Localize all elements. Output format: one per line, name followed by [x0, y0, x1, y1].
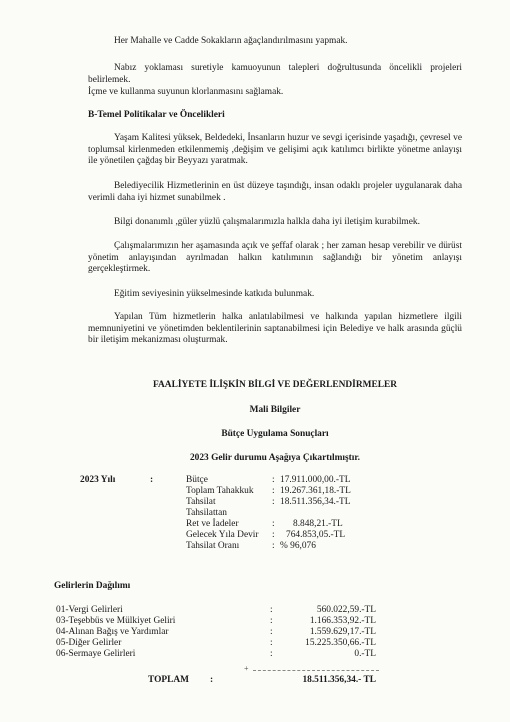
section-b-paragraph-6: Yapılan Tüm hizmetlerin halka anlatılabilmesi ve halkında yapılan hizmetlere ilgili memnuniyetini ve yönetimden beklentilerinin saptanabilmesi için Belediye ve halk arasında güçlü bir iletişim mekanizması oluşturmak. [88, 312, 462, 346]
budget-row-colon: : [272, 519, 275, 529]
section-b-heading: B-Temel Politikalar ve Öncelikleri [88, 110, 225, 120]
income-row-colon: : [270, 627, 273, 637]
income-row-value: 1.166.353,92.-TL [309, 616, 376, 626]
budget-row-value: 764.853,05.-TL [286, 530, 346, 540]
income-row-colon: : [270, 638, 273, 648]
budget-row-label: Toplam Tahakkuk [186, 486, 254, 496]
budget-row-colon: : [272, 530, 275, 540]
income-row-value: 560.022,59.-TL [316, 605, 376, 615]
budget-row-value: 8.848,21.-TL [293, 519, 343, 529]
total-value: 18.511.356,34.- TL [302, 675, 376, 685]
income-heading: Gelirlerin Dağılımı [54, 581, 131, 591]
total-colon: : [210, 675, 214, 685]
butce-uygulama-subtitle: Bütçe Uygulama Sonuçları [221, 429, 329, 439]
intro-paragraph-1: Her Mahalle ve Cadde Sokakların ağaçlandırılmasını yapmak. [114, 36, 348, 46]
income-row-label: 03-Teşebbüs ve Mülkiyet Geliri [56, 616, 176, 626]
income-row-colon: : [270, 605, 273, 615]
section-b-paragraph-4: Çalışmalarımızın her aşamasında açık ve şeffaf olarak ; her zaman hesap verebilir ve dürüst yönetim anlayışından ayrılmadan halkın katılımının sağlandığı bir yönetim anlayışı gerçekleştirmek. [88, 241, 462, 275]
income-row-colon: : [270, 616, 273, 626]
income-row-value: 15.225.350,66.-TL [305, 638, 376, 648]
income-row-value: 0.-TL [354, 649, 376, 659]
income-row-label: 04-Alınan Bağış ve Yardımlar [56, 627, 169, 637]
budget-row-value: % 96,076 [280, 541, 316, 551]
budget-row-value: 17.911.000,00.-TL [280, 475, 351, 485]
income-row-value: 1.559.629,17.-TL [309, 627, 376, 637]
budget-row-label: Gelecek Yıla Devir [186, 530, 259, 540]
budget-row-value: 18.511.356,34.-TL [280, 497, 351, 507]
budget-row-label: Tahsilat Oranı [186, 541, 240, 551]
section-b-paragraph-5: Eğitim seviyesinin yükselmesinde katkıda bulunmak. [114, 289, 315, 299]
faaliyet-title: FAALİYETE İLİŞKİN BİLGİ VE DEĞERLENDİRMELER [153, 380, 397, 390]
budget-row-label: Bütçe [186, 475, 208, 485]
budget-row-colon: : [272, 497, 275, 507]
income-row-label: 06-Sermaye Gelirleri [56, 649, 136, 659]
budget-row-label: Ret ve İadeler [186, 519, 239, 529]
section-b-paragraph-1: Yaşam Kalitesi yüksek, Beldedeki, İnsanların huzur ve sevgi içerisinde yaşadığı, çevresel ve toplumsal kirlenmeden etkilenmemiş ,değişim ve gelişimi açık katılımcı birlikte yönetme anlayışı ile yönetilen çağdaş bir Beyyazı yaratmak. [88, 133, 462, 167]
income-row-label: 01-Vergi Gelirleri [56, 605, 123, 615]
total-label: TOPLAM [148, 675, 189, 685]
sum-divider [253, 670, 379, 671]
budget-year-colon: : [150, 475, 154, 485]
income-row-colon: : [270, 649, 273, 659]
intro-paragraph-2: Nabız yoklaması suretiyle kamuoyunun talepleri doğrultusunda öncelikli projeleri belirlemek. [88, 63, 462, 85]
budget-row-colon: : [272, 541, 275, 551]
mali-bilgiler-subtitle: Mali Bilgiler [249, 405, 301, 415]
gelir-durumu-subtitle: 2023 Gelir durumu Aşağıya Çıkartılmıştır. [189, 453, 361, 463]
section-b-paragraph-2: Belediyecilik Hizmetlerinin en üst düzeye taşındığı, insan odaklı projeler uygulanarak daha verimli daha iyi hizmet sunabilmek . [88, 181, 462, 203]
budget-year-label: 2023 Yılı [80, 475, 116, 485]
income-row-label: 05-Diğer Gelirler [56, 638, 122, 648]
budget-row-label: Tahsilat [186, 497, 216, 507]
budget-row-label: Tahsilattan [186, 508, 227, 518]
sum-plus-sign: + [244, 664, 249, 673]
intro-paragraph-3: İçme ve kullanma suyunun klorlanmasını sağlamak. [88, 87, 284, 97]
budget-row-colon: : [272, 475, 275, 485]
budget-row-value: 19.267.361,18.-TL [280, 486, 351, 496]
section-b-paragraph-3: Bilgi donanımlı ,güler yüzlü çalışmalarımızla halkla daha iyi iletişim kurabilmek. [114, 217, 420, 227]
budget-row-colon: : [272, 486, 275, 496]
